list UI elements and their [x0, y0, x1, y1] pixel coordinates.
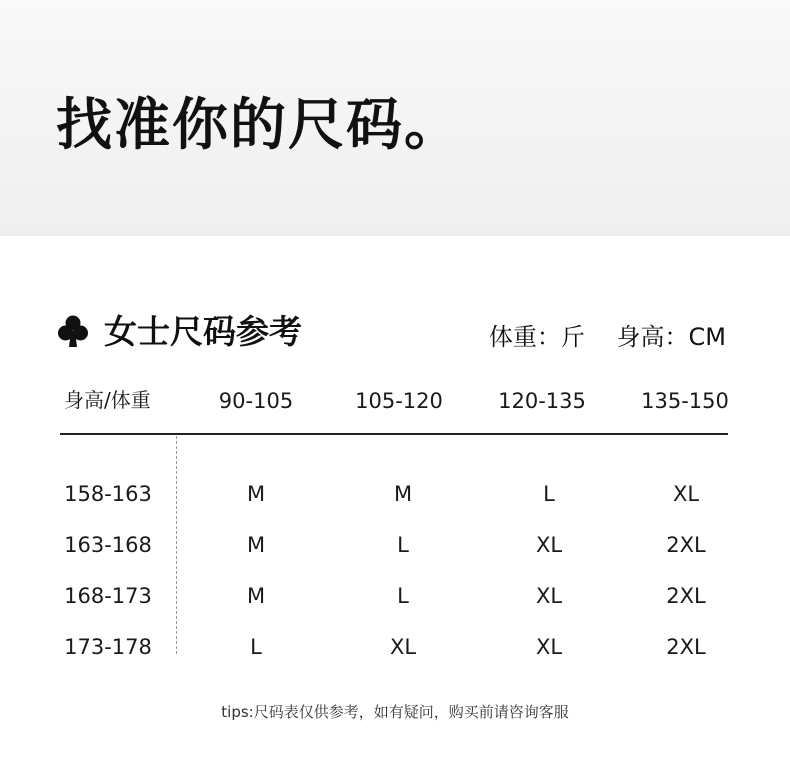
weight-unit-label: 体重：斤	[488, 323, 585, 351]
weight-column-header: 120-135	[498, 389, 586, 413]
size-cell: M	[246, 482, 266, 506]
weight-column-header: 90-105	[218, 389, 294, 413]
column-divider	[176, 436, 177, 654]
size-cell: XL	[535, 584, 563, 608]
size-cell: XL	[672, 482, 700, 506]
height-row-header: 168-173	[64, 584, 152, 608]
hero-banner	[0, 0, 790, 236]
size-cell: XL	[535, 533, 563, 557]
section-title: 女士尺码参考	[104, 312, 302, 351]
size-cell: 2XL	[666, 533, 706, 557]
size-cell: M	[246, 533, 266, 557]
height-row-header: 163-168	[64, 533, 152, 557]
unit-legend	[489, 320, 726, 354]
size-cell: L	[250, 635, 262, 659]
size-cell: L	[543, 482, 555, 506]
size-cell: M	[246, 584, 266, 608]
weight-column-header: 135-150	[641, 389, 729, 413]
size-cell: 2XL	[666, 635, 706, 659]
size-cell: L	[397, 584, 409, 608]
table-corner-header: 身高/体重	[64, 388, 151, 412]
size-cell: M	[393, 482, 413, 506]
size-cell: XL	[535, 635, 563, 659]
tips-note: tips:尺码表仅供参考，如有疑问，购买前请咨询客服	[221, 703, 569, 721]
height-unit-label: 身高：CM	[616, 323, 726, 351]
page-title: 找准你的尺码。	[56, 93, 462, 158]
size-cell: L	[397, 533, 409, 557]
header-divider	[60, 433, 728, 435]
club-icon	[58, 315, 88, 349]
weight-column-header: 105-120	[355, 389, 443, 413]
size-cell: XL	[389, 635, 417, 659]
height-row-header: 173-178	[64, 635, 152, 659]
height-row-header: 158-163	[64, 482, 152, 506]
size-cell: 2XL	[666, 584, 706, 608]
